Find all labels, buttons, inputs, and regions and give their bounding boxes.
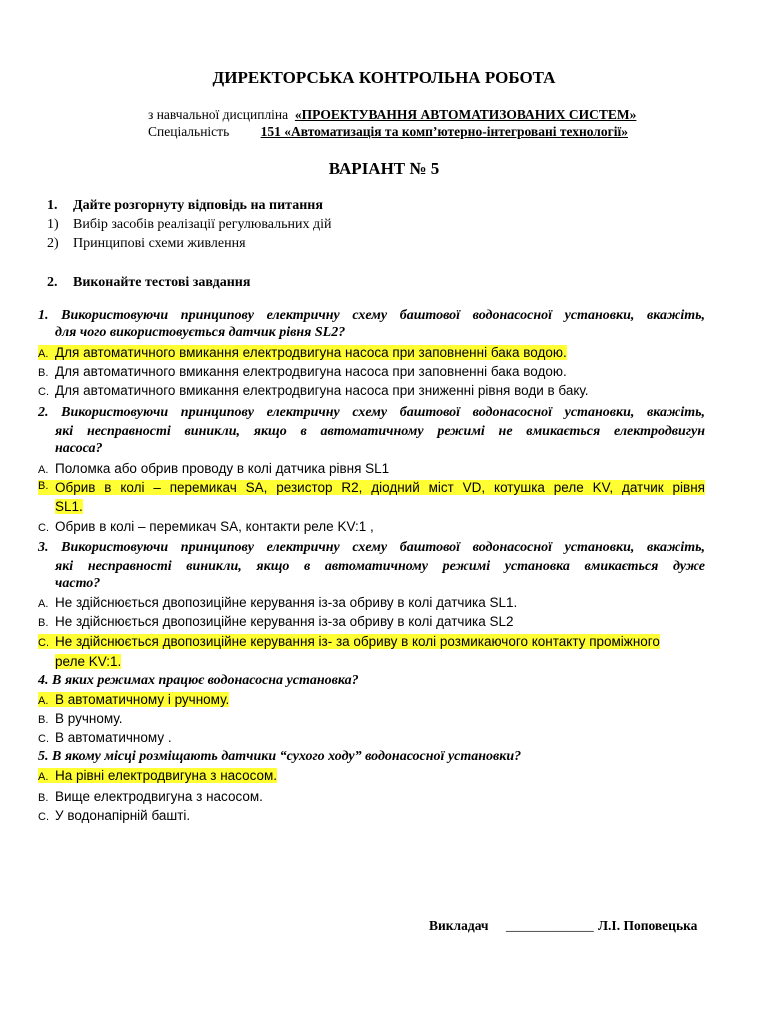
question-3-option-b: B. Не здійснюється двопозиційне керування із-за обриву в колі датчика SL2 [38, 614, 514, 629]
question-5-text: 5. В якому місці розміщають датчики “сухого ходу” водонасосної установки? [38, 749, 522, 764]
question-1-text: 1. Використовуючи принципову електричну схему баштової водонасосної установки, вкажіть, [38, 308, 705, 323]
discipline-line [148, 107, 636, 123]
signature-label: Викладач [429, 918, 489, 933]
specialty-prefix: Спеціальність [148, 124, 230, 139]
question-3-text-cont2: часто? [55, 576, 101, 591]
section-1-heading: 1. Дайте розгорнуту відповідь на питання [47, 198, 323, 213]
question-4-option-b: B. В ручному. [38, 711, 123, 726]
document-title: ДИРЕКТОРСЬКА КОНТРОЛЬНА РОБОТА [212, 68, 556, 87]
question-2-text-cont2: насоса? [55, 441, 103, 456]
section-1-item: 2) Принципові схеми живлення [47, 236, 246, 251]
question-1-option-a: A. Для автоматичного вмикання електродвигуна насоса при заповненні бака водою. [38, 345, 567, 360]
question-2-text-cont: які несправності виникли, якщо в автоматичному режимі не вмикається електродвигун [55, 424, 705, 439]
question-5-option-b: B. Вище електродвигуна з насосом. [38, 789, 263, 804]
specialty-line [148, 124, 628, 140]
question-5-option-c: C. У водонапірній башті. [38, 808, 191, 823]
signature-line: _____________ [506, 918, 594, 933]
question-4-text: 4. В яких режимах працює водонасосна установка? [38, 673, 359, 688]
variant-heading: ВАРІАНТ № 5 [328, 159, 440, 178]
question-3-option-c: C. Не здійснюється двопозиційне керування із- за обриву в колі розмикаючого контакту проміжного [38, 634, 660, 649]
discipline-name: «ПРОЕКТУВАННЯ АВТОМАТИЗОВАНИХ СИСТЕМ» [294, 107, 637, 122]
question-3-text-cont: які несправності виникли, якщо в автоматичному режимі установка вмикається дуже [55, 559, 705, 574]
question-2-option-b: B. Обрив в колі – перемикач SA, резистор R2, діодний міст VD, котушка реле KV, датчик рівня [38, 480, 705, 495]
signature-name: Л.І. Поповецька [598, 918, 698, 933]
question-1-option-c: C. Для автоматичного вмикання електродвигуна насоса при зниженні рівня води в баку. [38, 383, 589, 398]
question-2-text: 2. Використовуючи принципову електричну схему баштової водонасосної установки, вкажіть, [38, 405, 705, 420]
section-1-item: 1) Вибір засобів реалізації регулювальних дій [47, 217, 332, 232]
question-4-option-c: C. В автоматичному . [38, 730, 172, 745]
question-3-text: 3. Використовуючи принципову електричну схему баштової водонасосної установки, вкажіть, [38, 540, 705, 555]
question-2-option-c: C. Обрив в колі – перемикач SA, контакти реле KV:1 , [38, 519, 374, 534]
question-5-option-a: A. На рівні електродвигуна з насосом. [38, 768, 278, 783]
question-3-option-a: A. Не здійснюється двопозиційне керування із-за обриву в колі датчика SL1. [38, 595, 518, 610]
question-2-option-a: A. Поломка або обрив проводу в колі датчика рівня SL1 [38, 461, 390, 476]
question-2-option-b-cont: SL1. [55, 499, 83, 514]
question-1-text-cont: для чого використовується датчик рівня SL2? [55, 325, 346, 340]
question-4-option-a: A. В автоматичному і ручному. [38, 692, 230, 707]
question-3-option-c-cont: реле KV:1. [55, 654, 122, 669]
section-2-heading: 2. Виконайте тестові завдання [47, 275, 251, 290]
specialty-name: 151 «Автоматизація та комп’ютерно-інтегровані технології» [260, 124, 629, 139]
question-1-option-b: B. Для автоматичного вмикання електродвигуна насоса при заповненні бака водою. [38, 364, 567, 379]
discipline-prefix: з навчальної дисципліна [148, 107, 289, 122]
